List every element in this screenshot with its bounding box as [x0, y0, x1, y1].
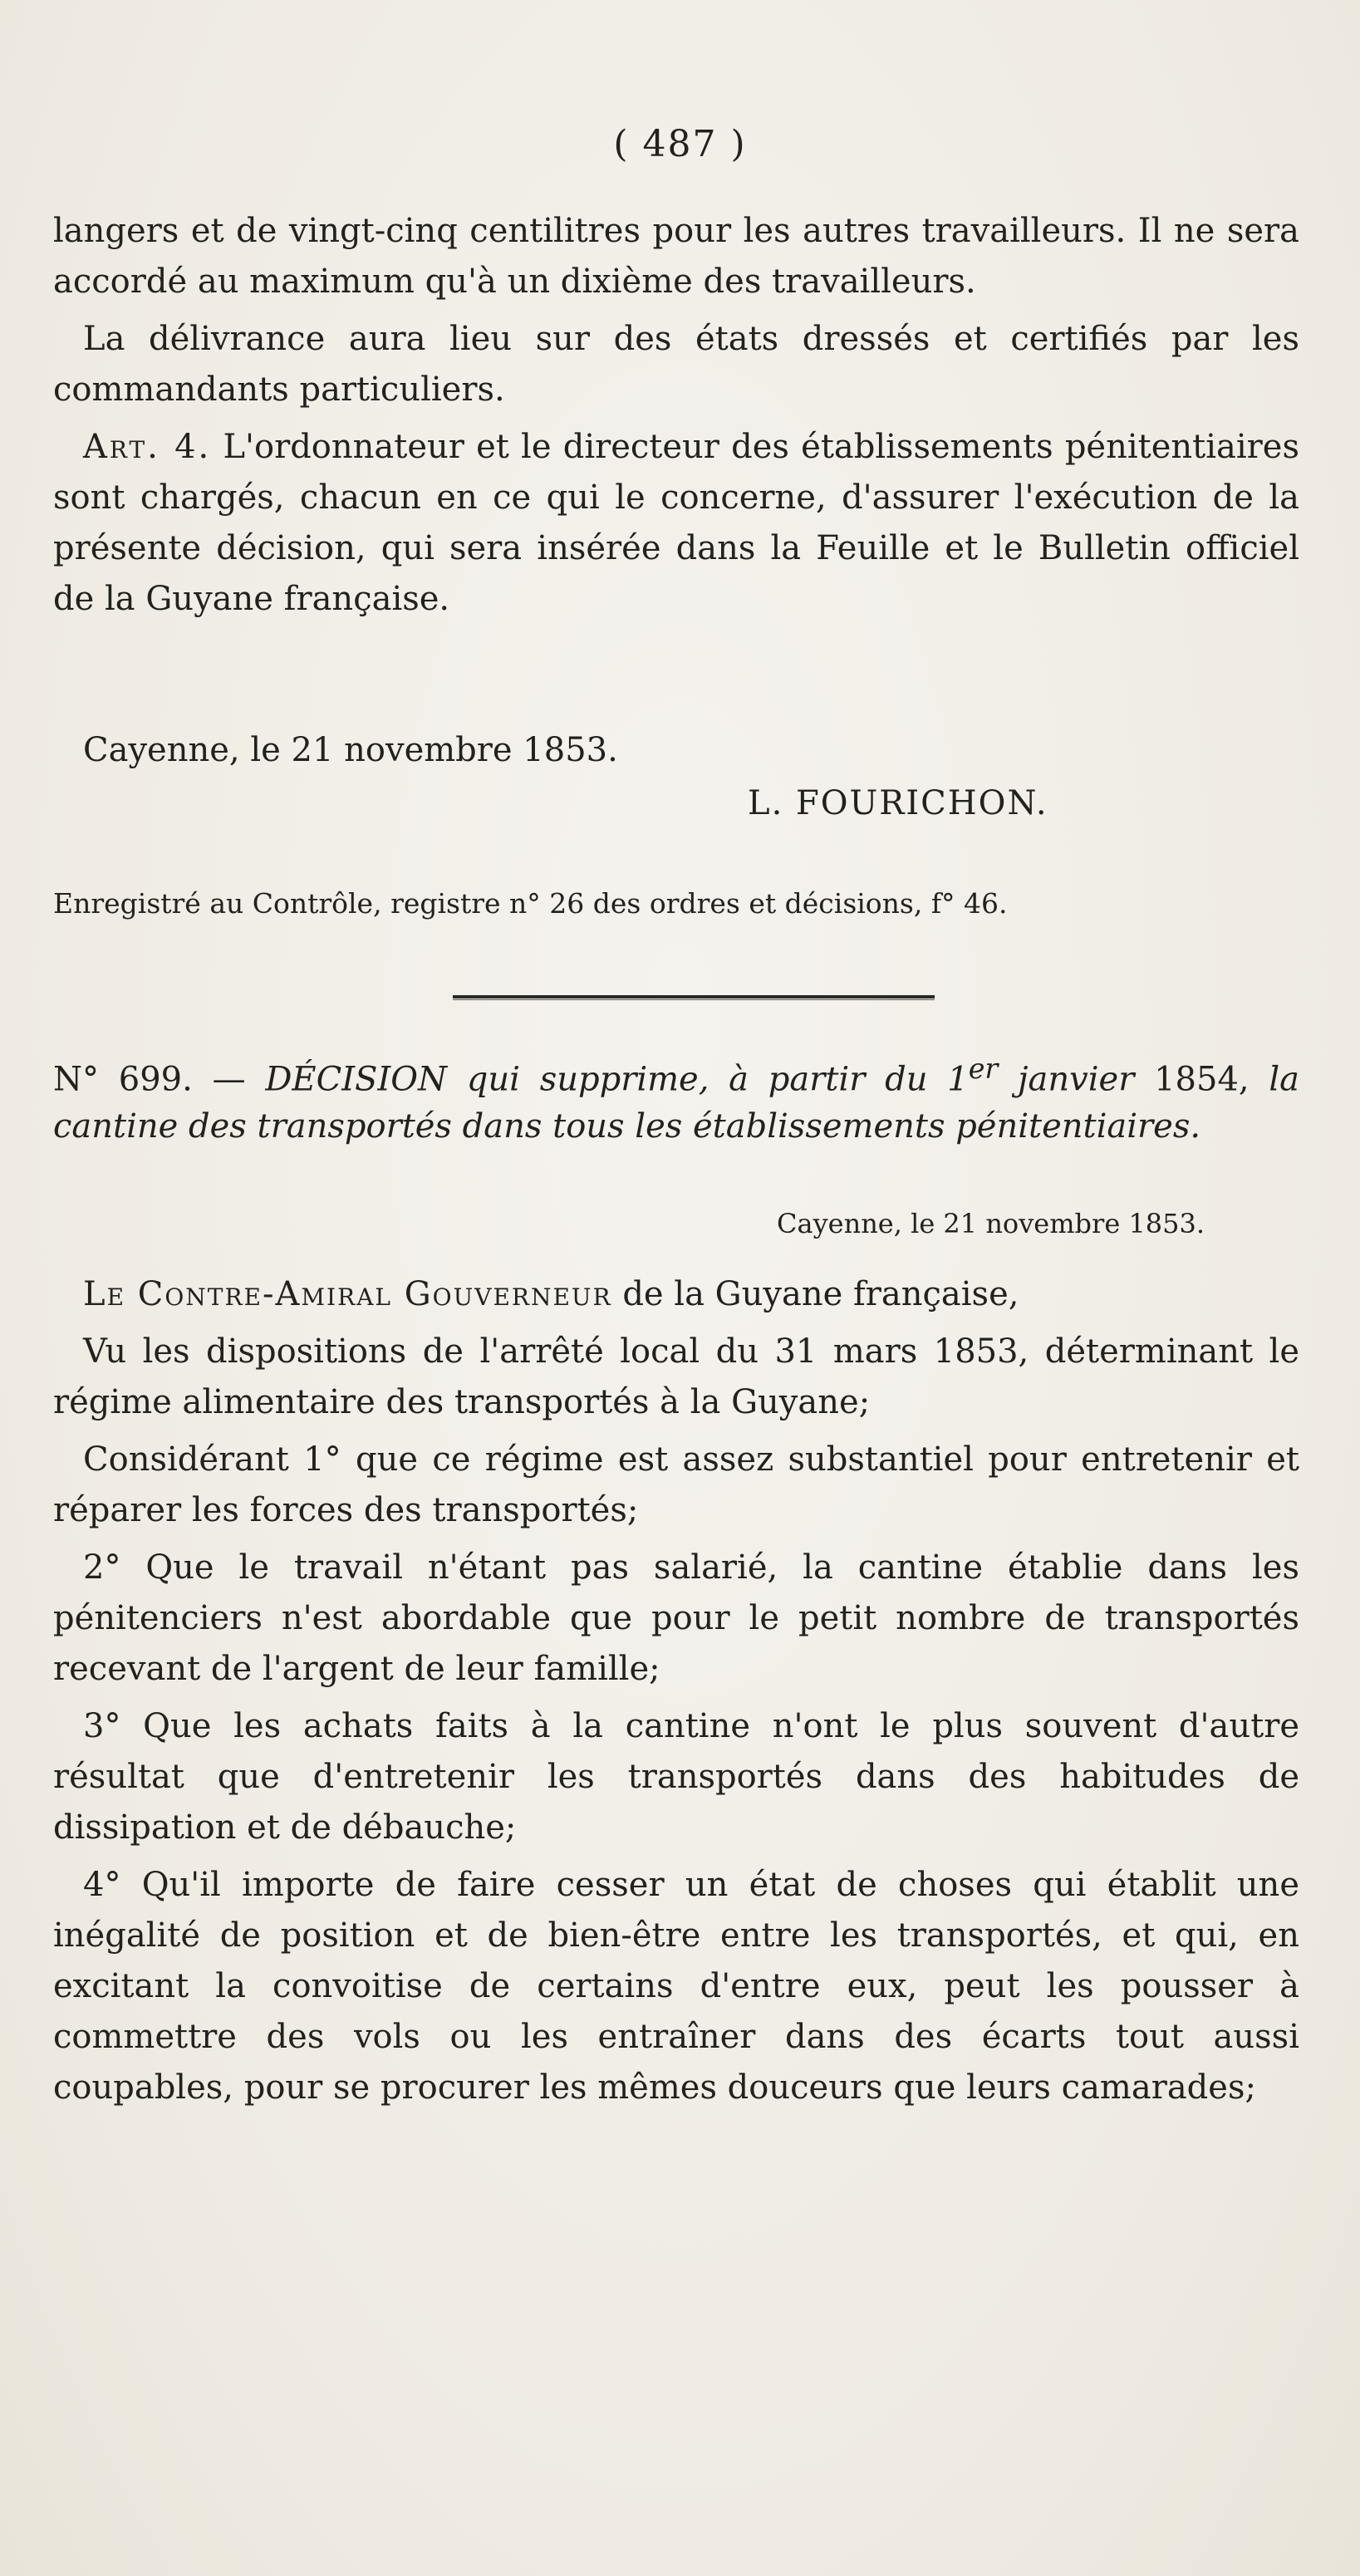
decision-title-part3: la cantine des transportés dans tous les établissements pénitentiaires.: [53, 1060, 1300, 1146]
decision-title-sup: er: [968, 1052, 999, 1085]
registry-note: Enregistré au Contrôle, registre n° 26 des ordres et décisions, f° 46.: [53, 887, 1008, 920]
paragraph-considerant-3: 3° Que les achats faits à la cantine n'ont le plus souvent d'autre résultat que d'entretenir les transportés dans des habitudes de dissipation et de débauche;: [53, 1707, 1299, 1847]
paragraph-vu: Vu les dispositions de l'arrêté local du 31 mars 1853, déterminant le régime alimentaire des transportés à la Guyane;: [53, 1332, 1299, 1421]
page-number: ( 487 ): [613, 123, 747, 165]
article-label: Art. 4.: [83, 428, 212, 466]
decision-title-part1: DÉCISION qui supprime, à partir du: [265, 1060, 928, 1099]
place-date: Cayenne, le 21 novembre 1853.: [83, 731, 618, 769]
section-divider: [453, 995, 935, 999]
paragraph-considerant-2: 2° Que le travail n'étant pas salarié, la cantine établie dans les pénitenciers n'est abordable que pour le petit nombre de transportés recevant de l'argent de leur famille;: [53, 1548, 1299, 1688]
decision-heading: [53, 1045, 1299, 1151]
paragraph-delivrance: La délivrance aura lieu sur des états dressés et certifiés par les commandants particuliers.: [53, 320, 1299, 409]
decision-title-part2: janvier: [1018, 1060, 1135, 1099]
paragraph-considerant-4: 4° Qu'il importe de faire cesser un état de choses qui établit une inégalité de position et de bien-être entre les transportés, et qui, en excitant la convoitise de certains d'entre eux, peut les pousser à commettre des vols ou les entraîner dans des écarts tout aussi coupables, pour se procurer les mêmes douceurs que leurs camarades;: [53, 1866, 1299, 2107]
article-4: [53, 422, 1299, 625]
decision-title-year: 1854,: [1154, 1060, 1250, 1099]
decision-number: N° 699. —: [53, 1060, 246, 1099]
decision-body: [53, 1269, 1299, 2113]
paragraph-considerant-1: Considérant 1° que ce régime est assez substantiel pour entretenir et réparer les forces des transportés;: [53, 1440, 1299, 1529]
paragraph-continuation: langers et de vingt-cinq centilitres pour les autres travailleurs. Il ne sera accordé au maximum qu'à un dixième des travailleurs.: [53, 212, 1299, 301]
article-text: L'ordonnateur et le directeur des établissements pénitentiaires sont chargés, chacun en ce qui le concerne, d'assurer l'exécution de la présente décision, qui sera insérée dans la Feuille et le Bulletin officiel de la Guyane française.: [53, 428, 1299, 618]
signature: L. FOURICHON.: [748, 784, 1048, 822]
opening-rest: de la Guyane française,: [622, 1275, 1019, 1313]
opening-line: [53, 1269, 1299, 1320]
decision-date: Cayenne, le 21 novembre 1853.: [777, 1208, 1205, 1239]
decision-title-first: 1: [947, 1060, 969, 1099]
top-section: [53, 206, 1299, 625]
opening-authority: Le Contre-Amiral Gouverneur: [83, 1275, 612, 1313]
